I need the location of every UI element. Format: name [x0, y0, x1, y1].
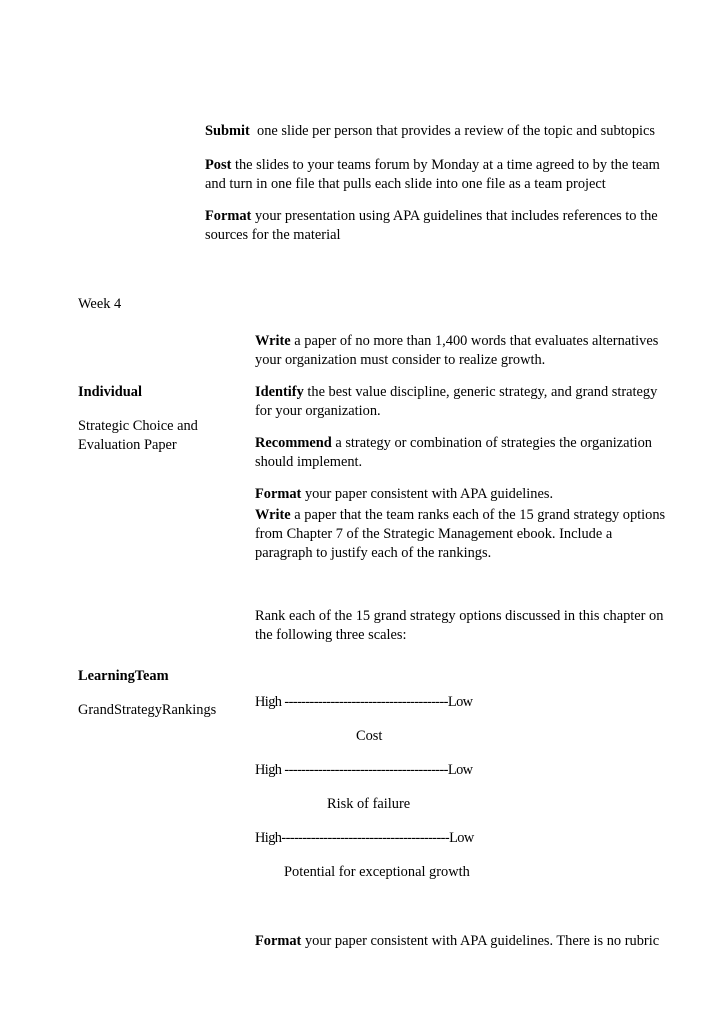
recommend-text-line1: a strategy or combination of strategies the organization	[331, 435, 652, 451]
learning-team-subtitle: GrandStrategyRankings	[78, 702, 217, 718]
learning-team-heading: LearningTeam	[78, 668, 169, 684]
format-text-line1: your presentation using APA guidelines that includes references to the	[251, 208, 658, 224]
team-write-keyword: Write	[255, 507, 291, 523]
team-format-text: your paper consistent with APA guidelines. There is no rubric	[301, 933, 660, 949]
team-write-text-line2: from Chapter 7 of the Strategic Management ebook. Include a	[255, 526, 613, 542]
submit-keyword: Submit	[205, 123, 250, 139]
write-text-line2: your organization must consider to realize growth.	[255, 352, 546, 368]
week-label: Week 4	[78, 296, 122, 312]
team-write-text-line1: a paper that the team ranks each of the 15 grand strategy options	[290, 507, 666, 523]
individual-subtitle	[78, 417, 198, 455]
identify-text-line1: the best value discipline, generic strategy, and grand strategy	[303, 384, 658, 400]
write-text-line1: a paper of no more than 1,400 words that evaluates alternatives	[290, 333, 659, 349]
individual-write-instruction	[255, 332, 658, 370]
individual-subtitle-line2: Evaluation Paper	[78, 437, 177, 453]
team-write-instruction	[255, 506, 665, 563]
individual-subtitle-line1: Strategic Choice and	[78, 418, 198, 434]
rank-instruction	[255, 607, 663, 645]
post-keyword: Post	[205, 157, 232, 173]
team-write-text-line3: paragraph to justify each of the rankings.	[255, 545, 492, 561]
individual-format-text: your paper consistent with APA guidelines.	[301, 486, 554, 502]
rank-line2: the following three scales:	[255, 627, 407, 643]
identify-instruction	[255, 383, 657, 421]
team-format-keyword: Format	[255, 933, 302, 949]
submit-text: one slide per person that provides a review of the topic and subtopics	[249, 123, 656, 139]
submit-instruction	[205, 122, 655, 141]
individual-format-instruction	[255, 485, 553, 504]
individual-format-keyword: Format	[255, 486, 302, 502]
format-keyword: Format	[205, 208, 252, 224]
format-text-line2: sources for the material	[205, 227, 341, 243]
recommend-keyword: Recommend	[255, 435, 332, 451]
format-presentation-instruction	[205, 207, 658, 245]
scale-label-risk: Risk of failure	[327, 796, 411, 812]
write-keyword: Write	[255, 333, 291, 349]
individual-heading: Individual	[78, 384, 142, 400]
scale-line-risk: High ---------------------------------------Low	[255, 762, 473, 778]
team-format-instruction	[255, 932, 659, 951]
scale-line-growth: High----------------------------------------Low	[255, 830, 474, 846]
post-text-line1: the slides to your teams forum by Monday at a time agreed to by the team	[231, 157, 660, 173]
scale-label-cost: Cost	[356, 728, 383, 744]
scale-line-cost: High ---------------------------------------Low	[255, 694, 473, 710]
identify-text-line2: for your organization.	[255, 403, 381, 419]
scale-label-growth: Potential for exceptional growth	[284, 864, 470, 880]
recommend-instruction	[255, 434, 652, 472]
post-text-line2: and turn in one file that pulls each slide into one file as a team project	[205, 176, 606, 192]
rank-line1: Rank each of the 15 grand strategy options discussed in this chapter on	[255, 608, 664, 624]
identify-keyword: Identify	[255, 384, 304, 400]
recommend-text-line2: should implement.	[255, 454, 363, 470]
post-instruction	[205, 156, 660, 194]
